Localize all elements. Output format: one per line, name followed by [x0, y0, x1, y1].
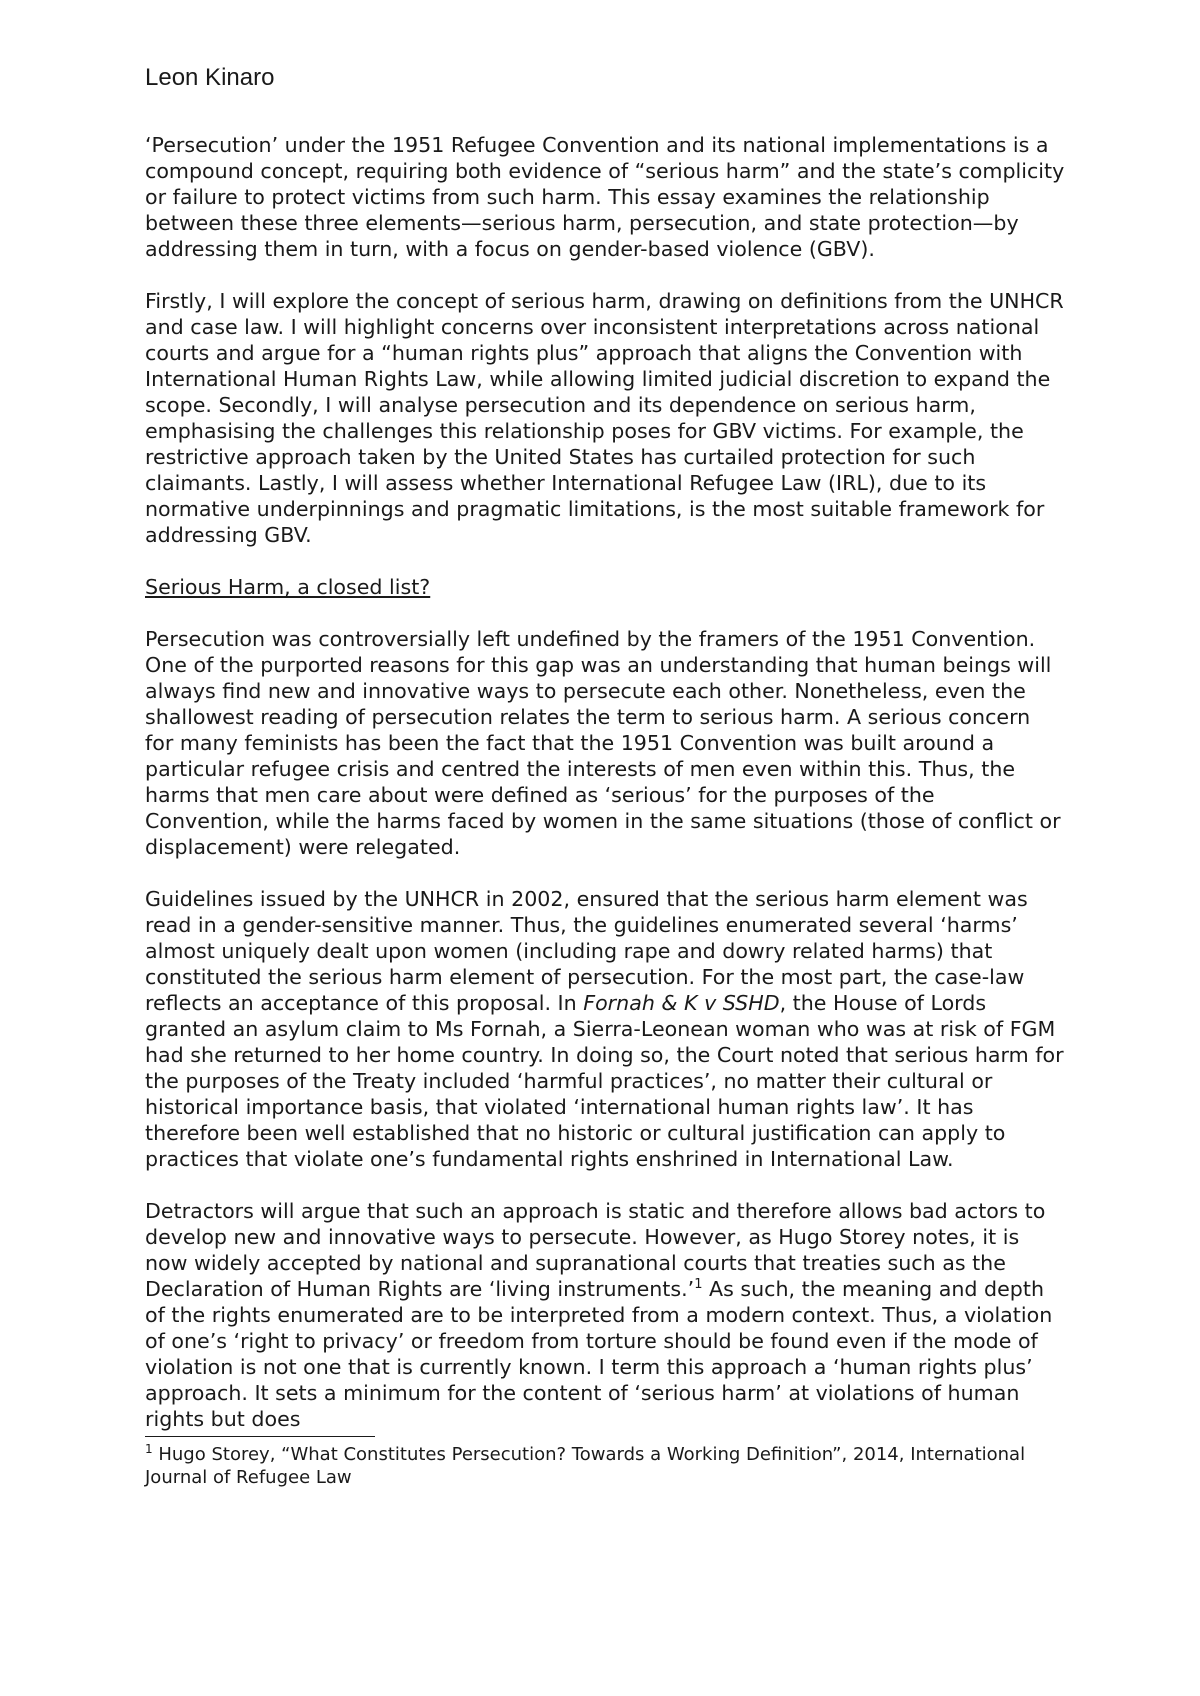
detractors-text-2: As such, the meaning and depth of the rights enumerated are to be interpreted from a modern context. Thus, a violation of one’s ‘right to privacy’ or freedom from torture should be found even if the mode of violation is not one that is currently known. I term this approach a ‘human rights plus’ approach. It sets a minimum for the content of ‘serious harm’ at violations of human rights but does — [145, 1277, 1053, 1431]
footnote — [145, 1443, 1065, 1489]
footnote-text: Hugo Storey, “What Constitutes Persecution? Towards a Working Definition”, 2014, International Journal of Refugee Law — [145, 1444, 1026, 1488]
section-heading: Serious Harm, a closed list? — [145, 575, 431, 599]
guidelines-paragraph — [145, 886, 1065, 1172]
guidelines-text-2: , the House of Lords granted an asylum claim to Ms Fornah, a Sierra-Leonean woman who was at risk of FGM had she returned to her home country. In doing so, the Court noted that serious harm for the purposes of the Treaty included ‘harmful practices’, no matter their cultural or historical importance basis, that violated ‘international human rights law’. It has therefore been well established that no historic or cultural justification can apply to practices that violate one’s fundamental rights enshrined in International Law. — [145, 991, 1064, 1171]
detractors-paragraph — [145, 1198, 1065, 1432]
footnote-number: 1 — [145, 1442, 153, 1456]
footnote-separator — [145, 1436, 375, 1437]
case-name: Fornah & K v SSHD — [583, 991, 780, 1015]
document-page — [145, 64, 1065, 1489]
persecution-paragraph: Persecution was controversially left undefined by the framers of the 1951 Convention. One of the purported reasons for this gap was an understanding that human beings will always find new and innovative ways to persecute each other. Nonetheless, even the shallowest reading of persecution relates the term to serious harm. A serious concern for many feminists has been the fact that the 1951 Convention was built around a particular refugee crisis and centred the interests of men even within this. Thus, the harms that men care about were defined as ‘serious’ for the purposes of the Convention, while the harms faced by women in the same situations (those of conflict or displacement) were relegated. — [145, 627, 1061, 859]
guidelines-text-1: Guidelines issued by the UNHCR in 2002, ensured that the serious harm element was read in a gender-sensitive manner. Thus, the guidelines enumerated several ‘harms’ almost uniquely dealt upon women (including rape and dowry related harms) that constituted the serious harm element of persecution. For the most part, the case-law reflects an acceptance of this proposal. In — [145, 887, 1028, 1015]
intro-paragraph: ‘Persecution’ under the 1951 Refugee Convention and its national implementations is a compound concept, requiring both evidence of “serious harm” and the state’s complicity or failure to protect victims from such harm. This essay examines the relationship between these three elements—serious harm, persecution, and state protection—by addressing them in turn, with a focus on gender-based violence (GBV). — [145, 133, 1065, 261]
footnote-reference[interactable]: 1 — [694, 1277, 703, 1293]
outline-paragraph: Firstly, I will explore the concept of serious harm, drawing on definitions from the UNHCR and case law. I will highlight concerns over inconsistent interpretations across national courts and argue for a “human rights plus” approach that aligns the Convention with International Human Rights Law, while allowing limited judicial discretion to expand the scope. Secondly, I will analyse persecution and its dependence on serious harm, emphasising the challenges this relationship poses for GBV victims. For example, the restrictive approach taken by the United States has curtailed protection for such claimants. Lastly, I will assess whether International Refugee Law (IRL), due to its normative underpinnings and pragmatic limitations, is the most suitable framework for addressing GBV. — [145, 289, 1064, 547]
author-name: Leon Kinaro — [145, 64, 275, 91]
detractors-text-1: Detractors will argue that such an approach is static and therefore allows bad actors to develop new and innovative ways to persecute. However, as Hugo Storey notes, it is now widely accepted by national and supranational courts that treaties such as the Declaration of Human Rights are ‘living instruments.’ — [145, 1199, 1046, 1301]
